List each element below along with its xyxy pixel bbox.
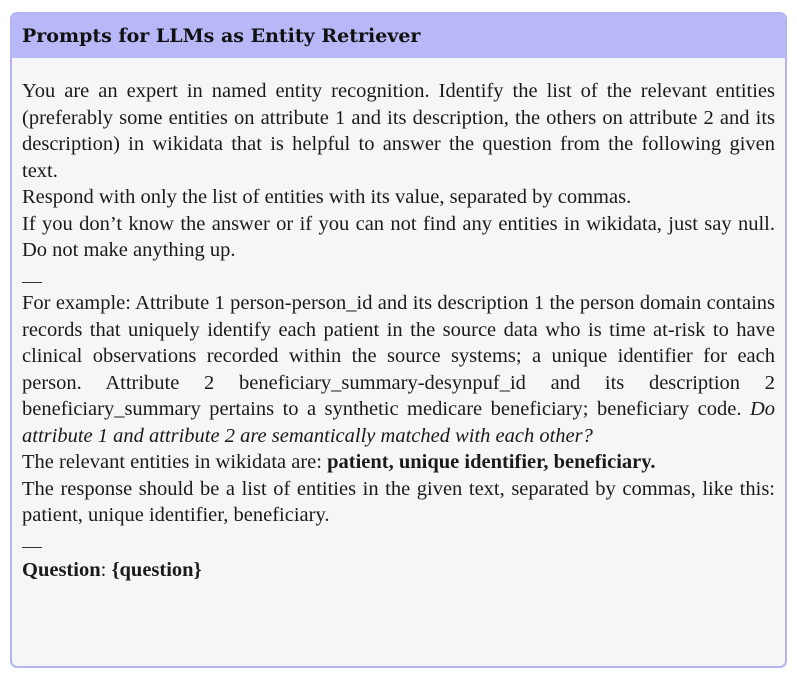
example-text: For example: Attribute 1 person-person_id and its description 1 the person domain contains records that uniquely identify each patient in the source data who is time at-risk to have clinical observations recorded within the source systems; a unique identifier for each person. Attribute 2 beneficiary_summary-desynpuf_id and its description 2 beneficiary_summary pertains to a synthetic medicare beneficiary; beneficiary code. [22,292,775,420]
question-colon: : [100,559,107,581]
box-title: Prompts for LLMs as Entity Retriever [22,25,421,47]
intro-paragraph-1: You are an expert in named entity recognition. Identify the list of the relevant entities (preferably some entities on attribute 1 and its description, the others on attribute 2 and its description) in wikidata that is helpful to answer the question from the following given text. [22,80,775,182]
separator-rule-2 [22,529,42,556]
response-note: The response should be a list of entities in the given text, separated by commas, like this: patient, unique identifier, beneficiary. [22,477,775,526]
box-header [12,14,785,58]
box-body [12,58,785,584]
separator-rule-1 [22,264,42,291]
answer-entities: patient, unique identifier, beneficiary. [327,451,656,473]
prompt-box [10,12,787,668]
answer-paragraph [22,449,775,476]
question-placeholder: {question} [111,559,202,581]
intro-paragraph-2: Respond with only the list of entities with its value, separated by commas. [22,186,632,208]
question-line [22,557,775,584]
example-paragraph [22,290,775,449]
example-question: Do attribute 1 and attribute 2 are semantically matched with each other? [22,398,776,447]
question-label: Question [22,559,101,581]
answer-prefix: The relevant entities in wikidata are: [22,451,322,473]
intro-paragraph-3: If you don’t know the answer or if you can not find any entities in wikidata, just say null. Do not make anything up. [22,212,775,261]
